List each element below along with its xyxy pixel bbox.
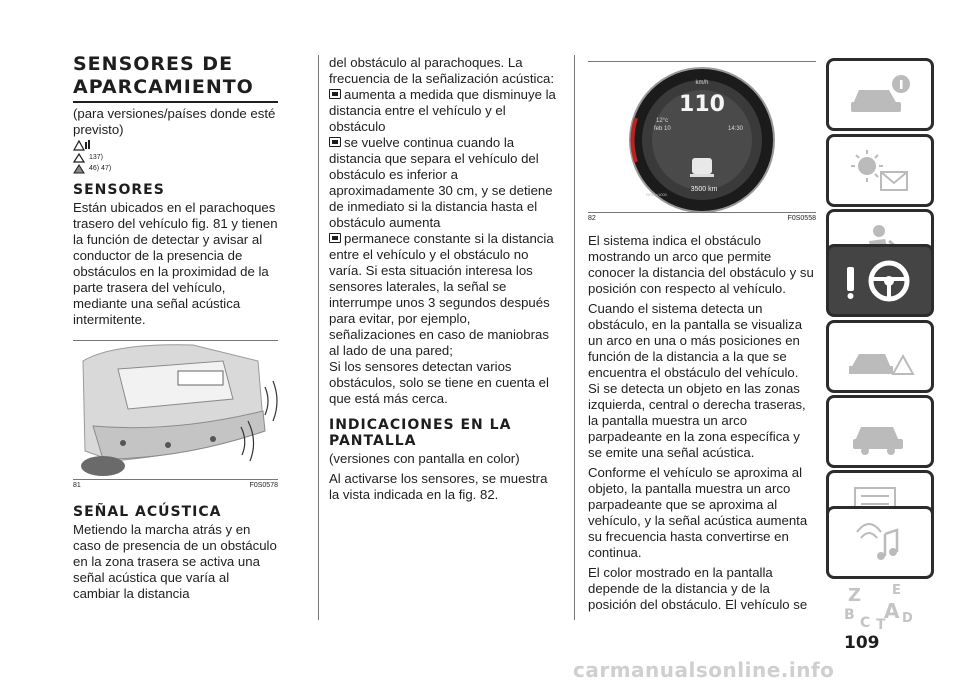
figure-82-bottom-rule [588, 212, 816, 213]
ref-row-1 [73, 152, 278, 163]
column-divider-1 [318, 55, 319, 620]
index-letter: Z [848, 585, 862, 606]
index-letter: C [860, 615, 871, 631]
dash-date: feb 10 [654, 126, 671, 132]
figure-82-code: F0S0558 [787, 215, 816, 222]
ref-137: 137) [89, 154, 104, 161]
bullet-text-3: permanece constante si la distancia entre el vehículo y el obstáculo no varía. Si esta situación interesa los sensores laterales, la señal se interrumpe unos 3 segundos después para evitar, por ejemplo, señalizaciones en caso de maniobras al lado de una pared; [329, 231, 554, 358]
bullet-text-2: se vuelve continua cuando la distancia que separa el vehículo del obstáculo es inferior a aproximadamente 30 cm, y se detiene de inmediato si la distancia hasta el obstáculo aumenta [329, 135, 553, 230]
dash-odometer: 3500 km [690, 186, 718, 193]
column-3 [588, 55, 816, 613]
page-number: 109 [844, 633, 880, 653]
side-tab-vehicle-info[interactable] [826, 58, 934, 131]
index-letter: E [892, 583, 901, 598]
figure-82-caption [588, 214, 816, 223]
heading-indicaciones: INDICACIONES EN LA PANTALLA [329, 417, 512, 449]
section-title-line2: APARCAMIENTO [73, 76, 254, 98]
paragraph-versiones: (versiones con pantalla en color) [329, 451, 520, 466]
bullet-icon [329, 233, 341, 243]
figure-81-bottom-rule [73, 479, 278, 480]
intro-text: (para versiones/países donde esté previsto) [73, 106, 276, 137]
heading-sensores: SENSORES [73, 182, 165, 198]
bullet-item-1 [329, 87, 560, 135]
dash-speed-unit: km/h [695, 80, 709, 86]
dash-rpm-label: RPM x1000 [646, 192, 667, 197]
side-tab-warning-lights[interactable] [826, 134, 934, 207]
side-tab-maintenance[interactable] [826, 395, 934, 468]
paragraph-sensores: Están ubicados en el parachoques trasero del vehículo fig. 81 y tienen la función de detectar y avisar al conductor de la presencia de obstáculos en la proximidad de la parte trasera del vehículo, mediante una señal acústica intermitente. [73, 200, 278, 327]
ref-row-2 [73, 163, 278, 174]
ref-46-47: 46) 47) [89, 165, 112, 172]
warning-lights-icon [845, 146, 915, 196]
bullet-item-2 [329, 135, 560, 231]
dash-speed-value: 110 [679, 92, 725, 117]
side-tab-index[interactable] [826, 581, 934, 639]
key-steering-icon [835, 253, 925, 309]
figure-82-number: 82 [588, 215, 596, 222]
bullet-icon [329, 89, 341, 99]
paragraph-senal-acustica: Metiendo la marcha atrás y en caso de presencia de un obstáculo en la zona trasera se activa una señal acústica que varía al cambiar la distancia [73, 522, 277, 601]
figure-81-car-rear-sensors [73, 341, 278, 479]
column-1 [73, 55, 278, 602]
index-icon [840, 585, 920, 635]
bullet-icon [329, 137, 341, 147]
side-tab-emergency[interactable] [826, 320, 934, 393]
heading-senal-acustica: SEÑAL ACÚSTICA [73, 504, 222, 520]
index-letter: A [884, 599, 900, 623]
bullet-item-3 [329, 231, 560, 359]
dash-temperature: 12°c [656, 118, 669, 124]
index-letter: B [844, 607, 855, 623]
dash-time: 14:30 [728, 126, 744, 132]
figure-81-number: 81 [73, 482, 81, 489]
paragraph-varios-obstaculos: Si los sensores detectan varios obstáculos, solo se tiene en cuenta el que está más cerca. [329, 359, 549, 406]
caution-triangle-icon [73, 153, 85, 163]
index-letter: D [902, 611, 913, 626]
figure-81-code: F0S0578 [249, 482, 278, 489]
column-2 [329, 55, 560, 503]
paragraph-color: El color mostrado en la pantalla depende de la distancia y de la posición del obstáculo. El vehículo se [588, 565, 808, 612]
side-tab-driving[interactable] [826, 244, 934, 317]
paragraph-sistema-indica: El sistema indica el obstáculo mostrando un arco que permite conocer la distancia del obstáculo y su posición con respecto al vehículo. [588, 233, 814, 296]
figure-82-dashboard [588, 62, 816, 212]
paragraph-frecuencia: del obstáculo al parachoques. La frecuencia de la señalización acústica: [329, 55, 555, 86]
side-tab-multimedia[interactable] [826, 506, 934, 579]
car-maintenance-icon [845, 407, 915, 457]
section-title-line1: SENSORES DE [73, 53, 234, 75]
caution-triangle-icon [73, 164, 85, 174]
figure-81-caption [73, 481, 278, 490]
paragraph-conforme: Conforme el vehículo se aproxima al objeto, la pantalla muestra un arco parpadeante que se aproxima al vehículo, y la señal acústica aumenta su frecuencia hasta convertirse en continua. [588, 465, 808, 560]
column-divider-2 [574, 55, 575, 620]
index-letter: T [876, 617, 886, 633]
warning-ref-row [73, 138, 278, 152]
paragraph-activarse: Al activarse los sensores, se muestra la vista indicada en la fig. 82. [329, 471, 548, 502]
bullet-text-1: aumenta a medida que disminuye la distancia entre el vehículo y el obstáculo [329, 87, 556, 134]
paragraph-cuando-detecta: Cuando el sistema detecta un obstáculo, en la pantalla se visualiza un arco en una o más posiciones en función de la distancia a la que se encuentra el obstáculo del vehículo. [588, 301, 803, 380]
title-rule [73, 101, 278, 103]
paragraph-zonas: Si se detecta un objeto en las zonas izquierda, central o derecha traseras, la pantalla muestra un arco parpadeante en la zona específica y se emite una señal acústica. [588, 381, 806, 460]
watermark: carmanualsonline.info [573, 658, 835, 682]
car-info-icon [845, 70, 915, 120]
crash-warning-icon [845, 332, 915, 382]
parking-sensor-warning-icon [73, 139, 91, 151]
multimedia-icon [845, 518, 915, 568]
